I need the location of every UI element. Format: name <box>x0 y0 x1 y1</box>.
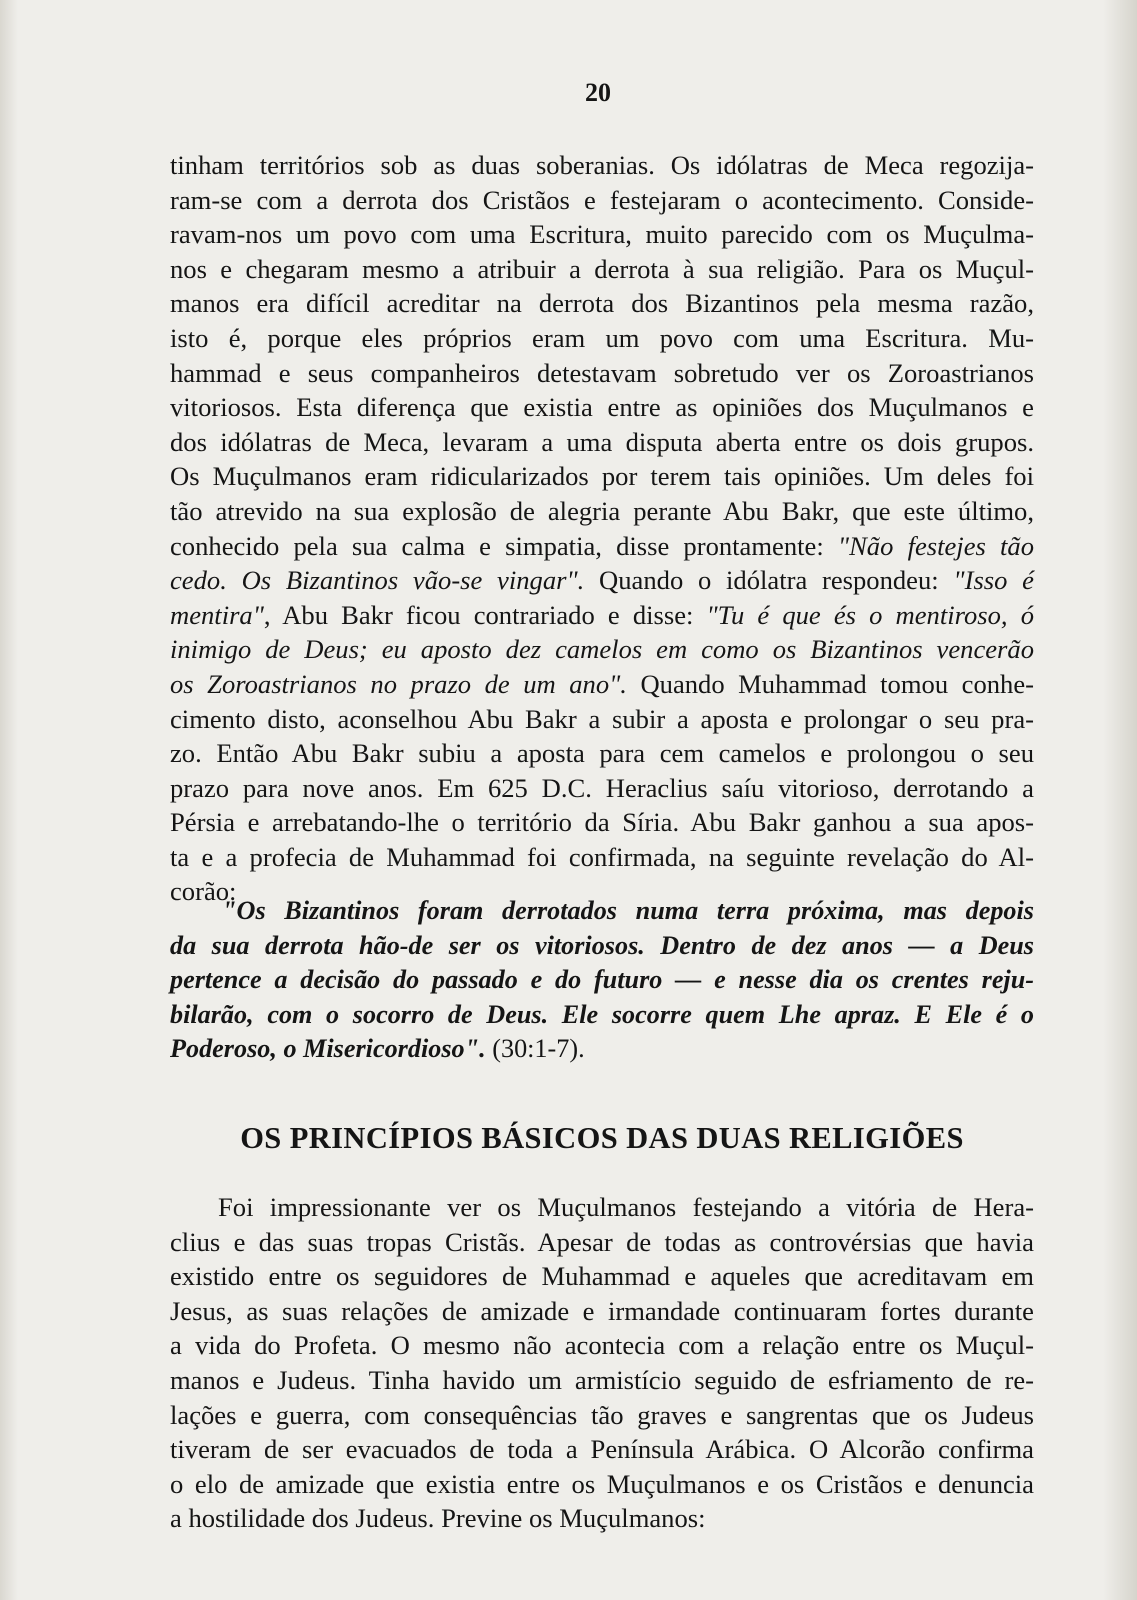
text-line: lações e guerra, com consequências tão graves e sangrentas que os Judeus <box>170 1399 1034 1430</box>
text-line <box>170 563 1034 598</box>
text-line: Pérsia e arrebatando-lhe o território da Síria. Abu Bakr ganhou a sua apos- <box>170 807 1034 838</box>
paragraph-2 <box>170 1190 1034 1536</box>
text-line: a vida do Profeta. O mesmo não acontecia com a relação entre os Muçul- <box>170 1330 1034 1361</box>
quote-line <box>170 1032 1034 1067</box>
text-line: zo. Então Abu Bakr subiu a aposta para cem camelos e prolongou o seu <box>170 738 1034 769</box>
text-line: Jesus, as suas relações de amizade e irmandade continuaram fortes durante <box>170 1295 1034 1326</box>
text-line: manos era difícil acreditar na derrota dos Bizantinos pela mesma razão, <box>170 288 1034 319</box>
text-line: prazo para nove anos. Em 625 D.C. Heraclius saíu vitorioso, derrotando a <box>170 772 1034 803</box>
text-line: inimigo de Deus; eu aposto dez camelos em como os Bizantinos vencerão <box>170 634 1034 665</box>
text-line: tinham territórios sob as duas soberanias. Os idólatras de Meca regozija- <box>170 150 1034 180</box>
text-line: clius e das suas tropas Cristãs. Apesar de todas as controvérsias que havia <box>170 1226 1034 1257</box>
text-run: Quando o idólatra respondeu: <box>584 565 954 596</box>
text-line: hammad e seus companheiros detestavam sobretudo ver os Zoroastrianos <box>170 357 1034 388</box>
quran-quote <box>170 894 1034 1067</box>
text-line: Os Muçulmanos eram ridicularizados por terem tais opiniões. Um deles foi <box>170 461 1034 492</box>
text-line: tão atrevido na sua explosão de alegria perante Abu Bakr, que este último, <box>170 495 1034 526</box>
text-line: vitoriosos. Esta diferença que existia entre as opiniões dos Muçulmanos e <box>170 392 1034 423</box>
text-line: existido entre os seguidores de Muhammad e aqueles que acreditavam em <box>170 1261 1034 1292</box>
text-line: o elo de amizade que existia entre os Muçulmanos e os Cristãos e denuncia <box>170 1468 1034 1499</box>
text-line <box>170 598 1034 633</box>
page-number: 20 <box>585 78 611 107</box>
text-line: ram-se com a derrota dos Cristãos e festejaram o acontecimento. Conside- <box>170 184 1034 215</box>
quoted-speech: "Não festejes tão <box>837 530 1034 561</box>
text-line: ta e a profecia de Muhammad foi confirmada, na seguinte revelação do Al- <box>170 841 1034 872</box>
quoted-speech: mentira" <box>170 599 264 630</box>
quote-text: Poderoso, o Misericordioso". <box>170 1034 486 1064</box>
quote-reference: (30:1-7). <box>485 1034 585 1064</box>
quote-line: "Os Bizantinos foram derrotados numa terra próxima, mas depois <box>222 896 1034 925</box>
text-run: conhecido pela sua calma e simpatia, disse prontamente: <box>170 530 838 561</box>
text-line: isto é, porque eles próprios eram um povo com uma Escritura. Mu- <box>170 322 1034 353</box>
text-line: manos e Judeus. Tinha havido um armistício seguido de esfriamento de re- <box>170 1364 1034 1395</box>
section-heading: OS PRINCÍPIOS BÁSICOS DAS DUAS RELIGIÕES <box>240 1121 964 1155</box>
text-line: cimento disto, aconselhou Abu Bakr a subir a aposta e prolongar o seu pra- <box>170 703 1034 734</box>
quote-line: da sua derrota hão-de ser os vitoriosos. Dentro de dez anos — a Deus <box>170 930 1034 960</box>
text-line: a hostilidade dos Judeus. Previne os Muçulmanos: <box>170 1503 706 1534</box>
text-line: corão: <box>170 876 237 907</box>
text-line <box>170 529 1034 564</box>
text-line <box>170 667 1034 702</box>
quoted-speech: "Isso é <box>953 565 1034 596</box>
paragraph-1 <box>170 148 1034 909</box>
quoted-speech: os Zoroastrianos no prazo de um ano". <box>170 668 627 699</box>
quoted-speech: cedo. Os Bizantinos vão-se vingar". <box>170 565 585 596</box>
text-line: Foi impressionante ver os Muçulmanos festejando a vitória de Hera- <box>218 1192 1034 1222</box>
text-line: dos idólatras de Meca, levaram a uma disputa aberta entre os dois grupos. <box>170 426 1034 457</box>
quote-line: bilarão, com o socorro de Deus. Ele socorre quem Lhe apraz. E Ele é o <box>170 999 1034 1029</box>
quote-line: pertence a decisão do passado e do futuro — e nesse dia os crentes reju- <box>170 965 1034 995</box>
text-run: Quando Muhammad tomou conhe- <box>626 668 1034 699</box>
text-run: , Abu Bakr ficou contrariado e disse: <box>263 599 707 630</box>
quoted-speech: "Tu é que és o mentiroso, ó <box>706 599 1034 630</box>
text-line: nos e chegaram mesmo a atribuir a derrota à sua religião. Para os Muçul- <box>170 253 1034 284</box>
text-line: tiveram de ser evacuados de toda a Península Arábica. O Alcorão confirma <box>170 1434 1034 1465</box>
text-line: ravam-nos um povo com uma Escritura, muito parecido com os Muçulma- <box>170 219 1034 250</box>
